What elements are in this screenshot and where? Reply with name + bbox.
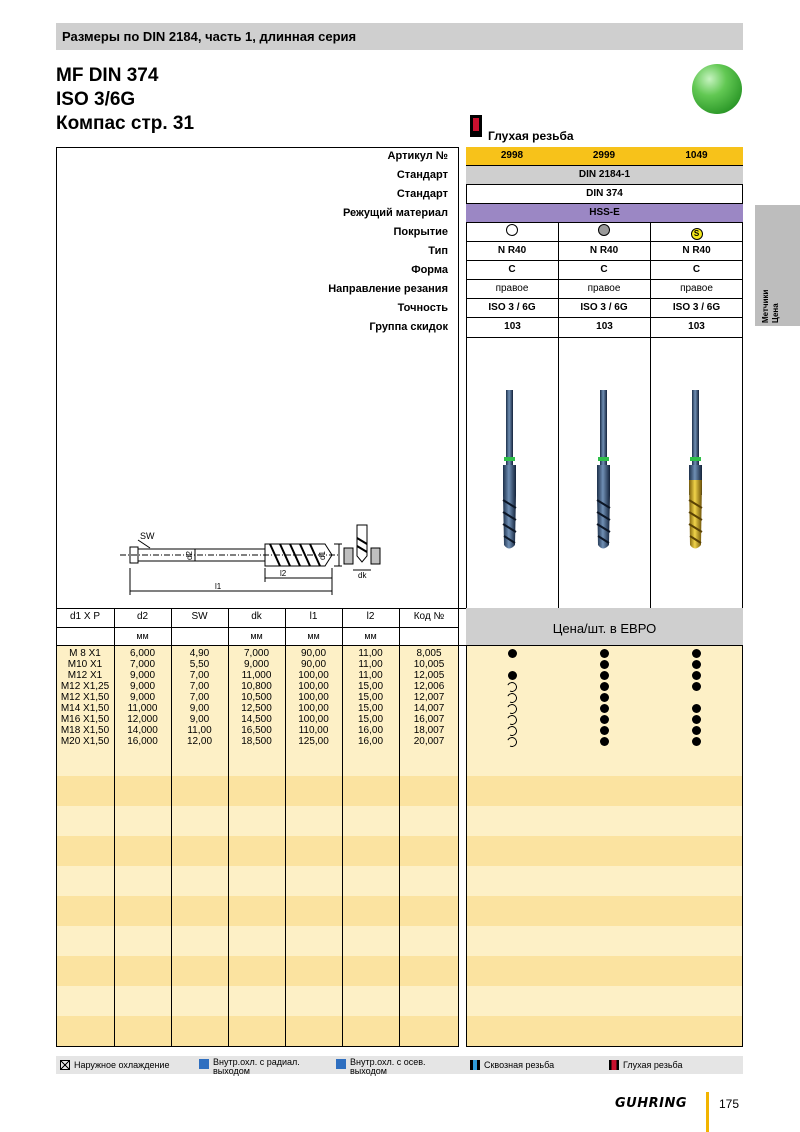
unit-l1: мм [307, 631, 320, 641]
table-cell: 14,007 [413, 703, 445, 714]
discount-cell-3: 103 [688, 321, 705, 332]
availability-mark [599, 682, 609, 692]
label-discount: Группа скидок [369, 321, 448, 333]
direction-cell-1: правое [466, 280, 559, 299]
available-dot-icon [600, 671, 609, 680]
table-row[interactable] [0, 659, 800, 670]
legend-axial-cooling-line2: выходом [350, 1066, 387, 1076]
table-cell: 5,50 [189, 659, 210, 670]
table-cell: 11,00 [187, 725, 212, 736]
table-cell: 18,007 [413, 725, 445, 736]
unit-dk: мм [250, 631, 263, 641]
logo-accent-bar [706, 1092, 709, 1132]
table-row[interactable] [0, 670, 800, 681]
discount-cell-2: 103 [596, 321, 613, 332]
title-line-2: ISO 3/6G [56, 89, 136, 110]
table-cell: 15,00 [357, 714, 384, 725]
coating-gray-icon [598, 224, 610, 236]
form-cell-1: C [466, 261, 559, 280]
available-dot-icon [692, 737, 701, 746]
table-cell: 11,00 [358, 648, 383, 659]
table-cell: 16,000 [127, 736, 158, 747]
available-dot-icon [692, 715, 701, 724]
precision-cell-1: ISO 3 / 6G [466, 299, 559, 318]
side-tab-line-1: Метчики [761, 289, 770, 323]
col-header-d2: d2 [136, 611, 149, 622]
table-cell: 9,00 [189, 703, 210, 714]
coating-cell-3 [650, 223, 743, 242]
coating-s-icon: S [691, 228, 703, 240]
table-cell: 90,00 [300, 659, 327, 670]
standard-1-cell: DIN 2184-1 [466, 166, 743, 185]
header-title: Размеры по DIN 2184, часть 1, длинная серия [62, 29, 357, 44]
price-header-label: Цена/шт. в ЕВРО [552, 621, 657, 636]
table-row[interactable] [0, 703, 800, 714]
table-cell: 12,000 [127, 714, 158, 725]
guhring-logo: GUHRING [615, 1096, 688, 1111]
availability-mark [599, 649, 609, 659]
legend-radial-cooling-label [213, 1058, 300, 1076]
table-cell: 90,00 [300, 648, 327, 659]
article-1049[interactable]: 1049 [650, 147, 743, 166]
green-ball-icon [692, 64, 742, 114]
availability-mark [599, 671, 609, 681]
direction-cell-3: правое [650, 280, 743, 299]
col-header-d1xp: d1 X P [69, 611, 101, 622]
blind-thread-heading [470, 115, 574, 143]
availability-mark [507, 726, 517, 736]
precision-cell-3: ISO 3 / 6G [650, 299, 743, 318]
side-tab-line-2: Цена [771, 303, 780, 323]
label-precision: Точность [397, 302, 448, 314]
material-cell: HSS-E [466, 204, 743, 223]
article-2998[interactable]: 2998 [466, 147, 559, 166]
drawing-label-d2: d2 [185, 551, 194, 560]
availability-mark [507, 660, 517, 670]
legend-blind-thread [609, 1060, 682, 1070]
availability-mark [599, 715, 609, 725]
table-cell: 100,00 [298, 670, 329, 681]
table-cell: 9,000 [129, 670, 156, 681]
title-line-1: MF DIN 374 [56, 65, 159, 86]
blind-hole-drawing [340, 520, 390, 580]
availability-mark [599, 726, 609, 736]
table-cell: 100,00 [298, 703, 329, 714]
col-header-dk: dk [251, 611, 262, 622]
side-tab-label [761, 290, 781, 323]
tool-2998-image [503, 390, 516, 549]
table-row[interactable] [0, 725, 800, 736]
legend-external-cooling [60, 1060, 169, 1070]
availability-mark [507, 704, 517, 714]
table-cell: M14 X1,50 [60, 703, 110, 714]
table-cell: 100,00 [298, 714, 329, 725]
table-cell: 16,500 [241, 725, 272, 736]
table-cell: 16,007 [413, 714, 445, 725]
table-cell: 6,000 [129, 648, 156, 659]
available-dot-icon [600, 704, 609, 713]
table-cell: M20 X1,50 [60, 736, 110, 747]
table-cell: 11,00 [358, 659, 383, 670]
available-dot-icon [692, 704, 701, 713]
table-cell: 7,000 [129, 659, 156, 670]
col-header-sw: SW [191, 611, 208, 622]
price-header-cell [466, 608, 743, 645]
label-standard-1: Стандарт [396, 169, 448, 181]
available-dot-icon [600, 737, 609, 746]
availability-mark [599, 704, 609, 714]
table-cell: 10,500 [241, 692, 272, 703]
legend-axial-cooling-label [350, 1058, 426, 1076]
label-direction: Направление резания [328, 283, 448, 295]
table-cell: M18 X1,50 [60, 725, 110, 736]
table-cell: M16 X1,50 [60, 714, 110, 725]
standard-2-cell: DIN 374 [466, 185, 743, 204]
label-material: Режущий материал [342, 207, 448, 219]
page-number: 175 [719, 1097, 740, 1111]
unit-d2: мм [136, 631, 149, 641]
grid-divider [466, 337, 743, 338]
table-cell: 12,006 [413, 681, 445, 692]
table-row[interactable] [0, 714, 800, 725]
table-cell: 12,500 [241, 703, 272, 714]
legend-through-thread [470, 1060, 554, 1070]
available-dot-icon [508, 649, 517, 658]
coating-none-icon [506, 224, 518, 236]
available-dot-icon [600, 715, 609, 724]
table-row[interactable] [0, 648, 800, 659]
precision-cell-2: ISO 3 / 6G [558, 299, 651, 318]
available-dot-icon [508, 671, 517, 680]
blind-thread-legend-icon [609, 1060, 619, 1070]
drawing-label-l2: l2 [280, 569, 287, 578]
legend-radial-cooling-line2: выходом [213, 1066, 250, 1076]
availability-mark [507, 715, 517, 725]
discount-cell-1: 103 [504, 321, 521, 332]
drawing-label-sw: SW [140, 531, 155, 541]
availability-mark [507, 737, 517, 747]
table-cell: 15,00 [357, 703, 384, 714]
col-header-l1: l1 [309, 611, 318, 622]
col-header-code: Код № [413, 611, 445, 622]
table-cell: 8,005 [416, 648, 442, 659]
table-cell: 20,007 [413, 736, 445, 747]
label-type: Тип [428, 245, 448, 257]
available-dot-icon [600, 660, 609, 669]
table-cell: 4,90 [189, 648, 210, 659]
available-dot-icon [600, 649, 609, 658]
availability-mark [507, 682, 517, 692]
table-cell: 9,000 [243, 659, 270, 670]
table-cell: 11,00 [358, 670, 383, 681]
table-cell: 10,005 [413, 659, 445, 670]
axial-cooling-icon [336, 1059, 346, 1069]
tool-2999-image [597, 390, 610, 549]
available-dot-icon [692, 671, 701, 680]
side-tab[interactable] [755, 205, 800, 326]
table-cell: 7,000 [243, 648, 270, 659]
label-standard-2: Стандарт [396, 188, 448, 200]
availability-mark [599, 737, 609, 747]
table-cell: 12,00 [186, 736, 213, 747]
availability-mark [599, 693, 609, 703]
tool-images [466, 340, 743, 608]
label-form: Форма [411, 264, 448, 276]
table-cell: 15,00 [357, 692, 384, 703]
table-cell: 14,000 [127, 725, 158, 736]
form-cell-2: C [558, 261, 651, 280]
table-cell: M12 X1,25 [60, 681, 110, 692]
availability-mark [691, 737, 701, 747]
availability-mark [599, 660, 609, 670]
table-cell: 7,00 [189, 670, 210, 681]
label-article: Артикул № [387, 150, 448, 162]
available-dot-icon [600, 682, 609, 691]
legend-blind-thread-label: Глухая резьба [623, 1060, 683, 1070]
table-cell: 14,500 [241, 714, 272, 725]
table-cell: 9,000 [129, 681, 156, 692]
legend-radial-cooling [199, 1058, 300, 1076]
title-block [56, 64, 194, 136]
availability-mark [691, 649, 701, 659]
availability-mark [691, 693, 701, 703]
drawing-label-d1: d1 [318, 551, 327, 560]
coating-cell-2 [558, 223, 651, 242]
table-cell: 11,000 [127, 703, 158, 714]
table-cell: M12 X1 [67, 670, 103, 681]
table-cell: 10,800 [241, 681, 272, 692]
table-cell: 9,000 [129, 692, 156, 703]
type-cell-1: N R40 [466, 242, 559, 261]
table-cell: 125,00 [298, 736, 329, 747]
legend-external-cooling-label: Наружное охлаждение [74, 1060, 170, 1070]
radial-cooling-icon [199, 1059, 209, 1069]
table-cell: 110,00 [298, 725, 329, 736]
direction-cell-2: правое [558, 280, 651, 299]
table-cell: M10 X1 [67, 659, 103, 670]
title-line-3: Компас стр. 31 [56, 113, 195, 134]
on-request-circle-icon [506, 736, 519, 749]
header-bar [56, 23, 743, 50]
table-row[interactable] [0, 736, 800, 747]
availability-mark [507, 693, 517, 703]
availability-mark [691, 715, 701, 725]
label-coating: Покрытие [393, 226, 448, 238]
available-dot-icon [600, 693, 609, 702]
availability-mark [691, 671, 701, 681]
available-dot-icon [692, 660, 701, 669]
type-cell-3: N R40 [650, 242, 743, 261]
table-cell: 15,00 [357, 681, 384, 692]
table-cell: 16,00 [357, 725, 384, 736]
availability-mark [507, 649, 517, 659]
tool-1049-image [689, 390, 702, 549]
availability-mark [691, 660, 701, 670]
unit-l2: мм [364, 631, 377, 641]
table-row[interactable] [0, 692, 800, 703]
article-2999[interactable]: 2999 [558, 147, 651, 166]
type-cell-2: N R40 [558, 242, 651, 261]
drawing-label-l1: l1 [215, 582, 222, 591]
table-cell: 12,007 [413, 692, 445, 703]
coating-cell-1 [466, 223, 559, 242]
availability-mark [691, 704, 701, 714]
blind-thread-icon [470, 115, 482, 137]
table-cell: 7,00 [189, 681, 210, 692]
table-cell: 100,00 [298, 681, 329, 692]
table-cell: 9,00 [189, 714, 210, 725]
table-cell: 18,500 [241, 736, 272, 747]
table-cell: M 8 X1 [69, 648, 101, 659]
available-dot-icon [692, 682, 701, 691]
available-dot-icon [692, 726, 701, 735]
external-cooling-icon [60, 1060, 70, 1070]
table-cell: M12 X1,50 [60, 692, 110, 703]
availability-mark [691, 682, 701, 692]
legend-through-thread-label: Сквозная резьба [484, 1060, 555, 1070]
legend-axial-cooling-line1: Внутр.охл. с осев. [350, 1057, 426, 1067]
blind-thread-label: Глухая резьба [488, 129, 574, 143]
table-cell: 16,00 [357, 736, 384, 747]
table-cell: 11,000 [241, 670, 272, 681]
form-cell-3: C [650, 261, 743, 280]
footer-legend [56, 1056, 743, 1074]
drawing-label-dk: dk [358, 571, 367, 580]
availability-mark [691, 726, 701, 736]
available-dot-icon [692, 649, 701, 658]
table-cell: 100,00 [298, 692, 329, 703]
col-header-l2: l2 [366, 611, 375, 622]
table-row[interactable] [0, 681, 800, 692]
available-dot-icon [600, 726, 609, 735]
table-cell: 7,00 [189, 692, 210, 703]
table-cell: 12,005 [413, 670, 445, 681]
availability-mark [507, 671, 517, 681]
through-thread-icon [470, 1060, 480, 1070]
legend-axial-cooling [336, 1058, 426, 1076]
legend-radial-cooling-line1: Внутр.охл. с радиал. [213, 1057, 300, 1067]
